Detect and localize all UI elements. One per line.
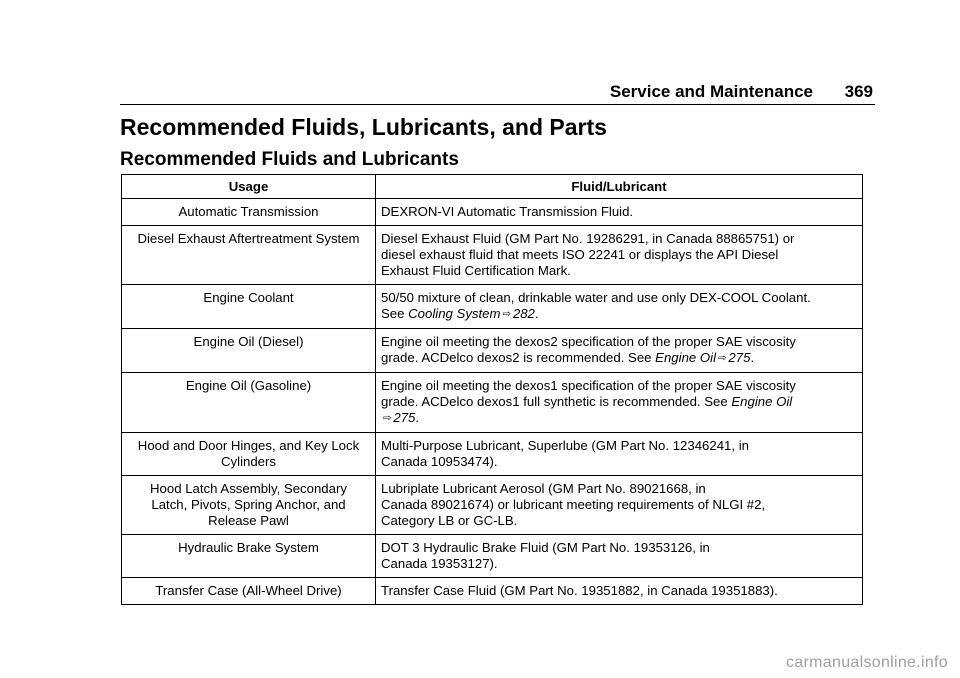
usage-line: Hydraulic Brake System	[178, 540, 319, 555]
page-reference-arrow-icon: ⇨	[718, 353, 727, 364]
fluid-line: Canada 10953474).	[381, 454, 498, 469]
fluid-cell	[376, 373, 863, 433]
fluid-line: Diesel Exhaust Fluid (GM Part No. 19286291, in Canada 88865751) or	[381, 231, 795, 246]
fluid-cell	[376, 285, 863, 329]
ref-tail: .	[534, 306, 539, 321]
usage-cell	[122, 578, 376, 605]
table-row	[122, 226, 863, 285]
watermark: carmanualsonline.info	[786, 654, 948, 671]
fluid-line: Engine oil meeting the dexos1 specification of the proper SAE viscosity	[381, 378, 796, 393]
fluid-line: grade. ACDelco dexos1 full synthetic is recommended. See	[381, 394, 728, 409]
header-page-number: 369	[844, 82, 873, 101]
cross-reference-link[interactable]: Engine Oil	[731, 394, 793, 409]
usage-cell	[122, 226, 376, 285]
page-reference-arrow-icon: ⇨	[383, 413, 392, 424]
table-row	[122, 285, 863, 329]
table-row	[122, 199, 863, 226]
usage-line: Cylinders	[221, 454, 276, 469]
fluids-table	[121, 174, 863, 605]
fluid-line: Canada 19353127).	[381, 556, 498, 571]
usage-line: Hood and Door Hinges, and Key Lock	[137, 438, 360, 453]
fluid-line: DEXRON-VI Automatic Transmission Fluid.	[381, 204, 634, 219]
usage-cell	[122, 199, 376, 226]
column-header-fluid: Fluid/Lubricant	[376, 175, 863, 199]
usage-line: Release Pawl	[208, 513, 289, 528]
running-header	[120, 80, 875, 105]
fluid-cell	[376, 199, 863, 226]
fluid-cell	[376, 578, 863, 605]
fluid-line: Engine oil meeting the dexos2 specification of the proper SAE viscosity	[381, 334, 796, 349]
cross-reference-page[interactable]: 282	[512, 306, 535, 321]
page-reference-arrow-icon: ⇨	[502, 309, 511, 320]
column-header-usage: Usage	[122, 175, 376, 199]
fluid-cell	[376, 226, 863, 285]
usage-line: Engine Coolant	[203, 290, 294, 305]
fluid-cell	[376, 433, 863, 476]
page-title: Recommended Fluids, Lubricants, and Parts	[120, 114, 607, 140]
usage-cell	[122, 433, 376, 476]
table-row	[122, 329, 863, 373]
usage-cell	[122, 285, 376, 329]
table-row	[122, 535, 863, 578]
ref-tail: .	[415, 410, 420, 425]
usage-line: Diesel Exhaust Aftertreatment System	[137, 231, 360, 246]
fluid-cell	[376, 476, 863, 535]
cross-reference-page[interactable]: 275	[728, 350, 751, 365]
fluid-line: grade. ACDelco dexos2 is recommended. See	[381, 350, 652, 365]
table-row	[122, 476, 863, 535]
ref-tail: .	[750, 350, 755, 365]
see-text: See	[381, 306, 405, 321]
fluid-line: DOT 3 Hydraulic Brake Fluid (GM Part No. 19353126, in	[381, 540, 710, 555]
fluid-cell	[376, 329, 863, 373]
usage-cell	[122, 373, 376, 433]
fluid-cell	[376, 535, 863, 578]
usage-line: Automatic Transmission	[178, 204, 319, 219]
fluid-line: Exhaust Fluid Certification Mark.	[381, 263, 571, 278]
usage-cell	[122, 329, 376, 373]
fluid-line: Category LB or GC-LB.	[381, 513, 518, 528]
usage-cell	[122, 535, 376, 578]
fluid-line: Transfer Case Fluid (GM Part No. 19351882, in Canada 19351883).	[381, 583, 778, 598]
usage-line: Engine Oil (Diesel)	[193, 334, 304, 349]
fluid-line: Canada 89021674) or lubricant meeting requirements of NLGI #2,	[381, 497, 766, 512]
fluid-line: Multi-Purpose Lubricant, Superlube (GM Part No. 12346241, in	[381, 438, 749, 453]
usage-line: Latch, Pivots, Spring Anchor, and	[151, 497, 346, 512]
table-row	[122, 578, 863, 605]
table-header-row	[122, 175, 863, 199]
cross-reference-link[interactable]: Cooling System	[408, 306, 501, 321]
fluid-line: Lubriplate Lubricant Aerosol (GM Part No. 89021668, in	[381, 481, 706, 496]
usage-line: Transfer Case (All-Wheel Drive)	[155, 583, 342, 598]
cross-reference-link[interactable]: Engine Oil	[655, 350, 717, 365]
table-row	[122, 373, 863, 433]
table-row	[122, 433, 863, 476]
fluid-line: 50/50 mixture of clean, drinkable water and use only DEX-COOL Coolant.	[381, 290, 811, 305]
usage-line: Engine Oil (Gasoline)	[185, 378, 312, 393]
fluid-line: diesel exhaust fluid that meets ISO 22241 or displays the API Diesel	[381, 247, 779, 262]
usage-line: Hood Latch Assembly, Secondary	[150, 481, 347, 496]
usage-cell	[122, 476, 376, 535]
header-section-title: Service and Maintenance	[609, 82, 813, 101]
cross-reference-page[interactable]: 275	[393, 410, 416, 425]
section-subtitle: Recommended Fluids and Lubricants	[120, 149, 459, 170]
